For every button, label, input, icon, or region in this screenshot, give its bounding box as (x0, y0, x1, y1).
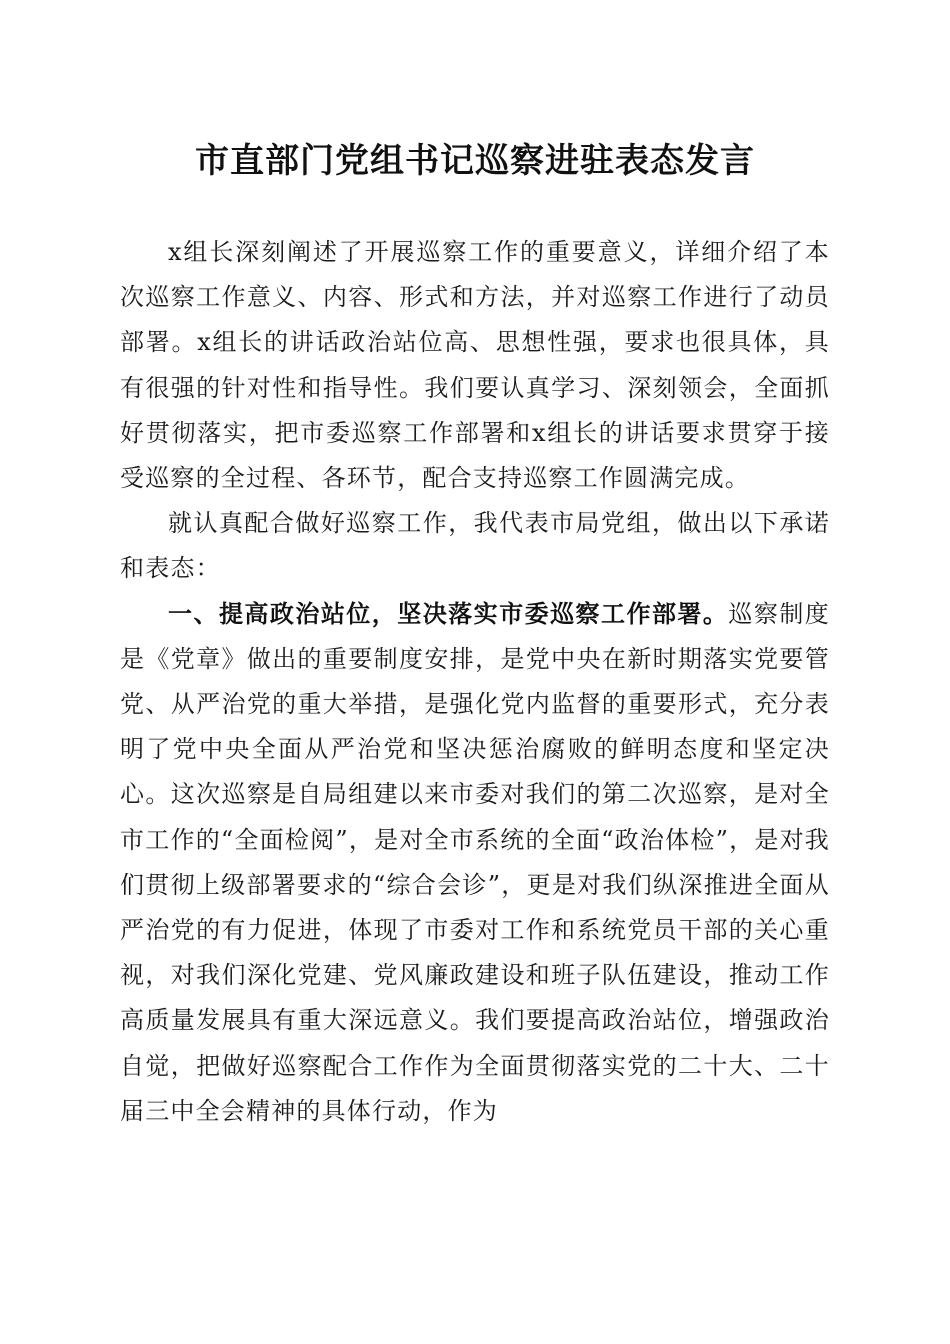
paragraph-commitment (120, 501, 830, 591)
paragraph-commitment-text: 就认真配合做好巡察工作，我代表市局党组，做出以下承诺和表态： (120, 509, 830, 583)
section-one-text: 巡察制度是《党章》做出的重要制度安排，是党中央在新时期落实党要管党、从严治党的重大举措，是强化党内监督的重要形式，充分表明了党中央全面从严治党和坚决惩治腐败的鲜明态度和坚定决心。这次巡察是自局组建以来市委对我们的第二次巡察，是对全市工作的“全面检阅”，是对全市系统的全面“政治体检”，是对我们贯彻上级部署要求的“综合会诊”，更是对我们纵深推进全面从严治党的有力促进，体现了市委对工作和系统党员干部的关心重视，对我们深化党建、党风廉政建设和班子队伍建设，推动工作高质量发展具有重大深远意义。我们要提高政治站位，增强政治自觉，把做好巡察配合工作作为全面贯彻落实党的二十大、二十届三中全会精神的具体行动，作为 (120, 599, 830, 1125)
paragraph-intro (120, 230, 830, 501)
document-title: 市直部门党组书记巡察进驻表态发言 (195, 141, 755, 181)
paragraph-section-one (120, 592, 830, 1134)
paragraph-intro-text: x组长深刻阐述了开展巡察工作的重要意义，详细介绍了本次巡察工作意义、内容、形式和方法，并对巡察工作进行了动员部署。x组长的讲话政治站位高、思想性强，要求也很具体，具有很强的针对性和指导性。我们要认真学习、深刻领会，全面抓好贯彻落实，把市委巡察工作部署和x组长的讲话要求贯穿于接受巡察的全过程、各环节，配合支持巡察工作圆满完成。 (120, 238, 830, 493)
document-body (120, 230, 830, 1134)
section-one-heading: 一、提高政治站位，坚决落实市委巡察工作部署。 (168, 599, 729, 628)
